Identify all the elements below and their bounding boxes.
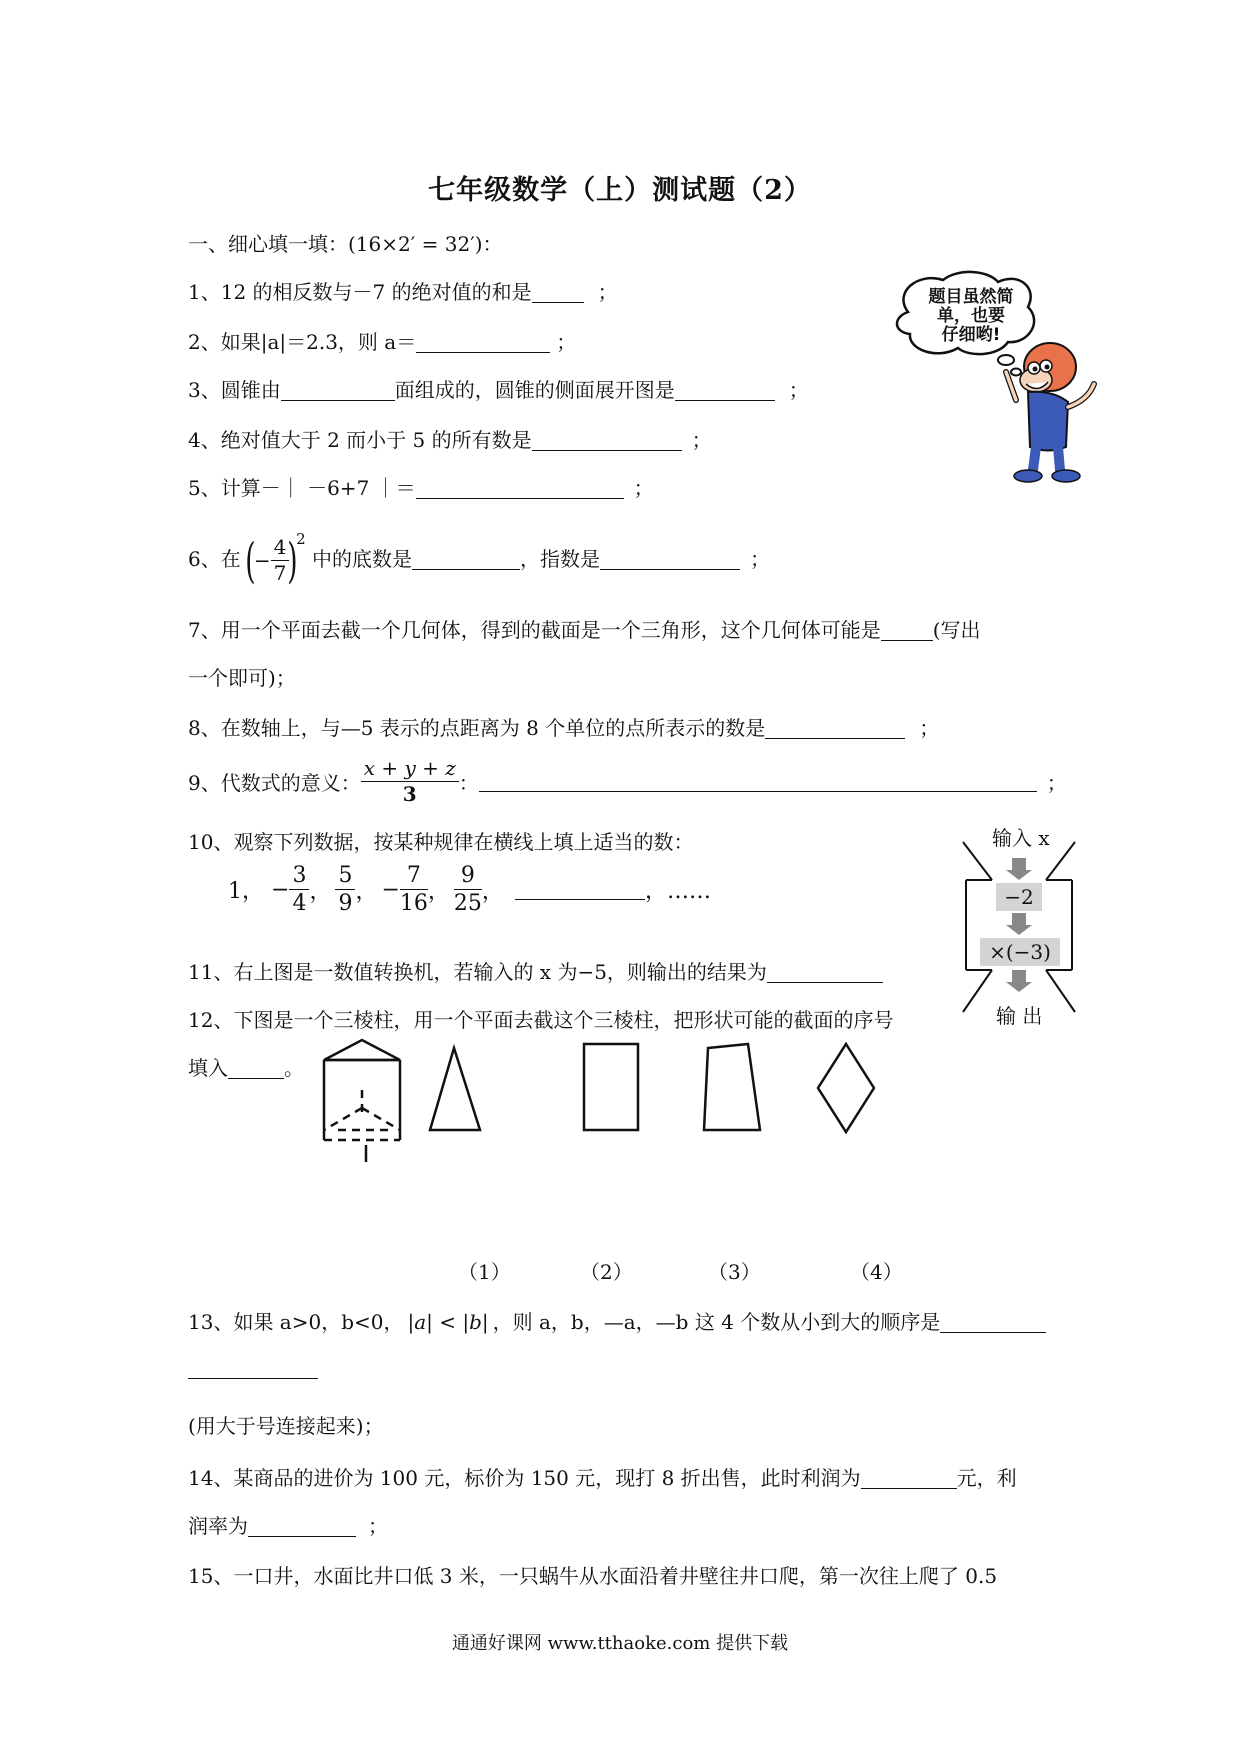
page-footer: 通通好课网 www.tthaoke.com 提供下载 — [451, 1633, 789, 1654]
fraction: $\frac{9}{25}$ — [453, 863, 482, 917]
question-14-continued: 润率为 ； — [188, 1514, 388, 1538]
answer-blank — [940, 1312, 1046, 1333]
figure-label-1: （1） — [458, 1260, 511, 1284]
answer-blank — [600, 549, 740, 570]
figure-label-4: （4） — [850, 1260, 903, 1284]
rhombus-section — [818, 1044, 874, 1132]
question-5: 5、计算－｜ －6+7 ｜＝ ； — [188, 476, 654, 500]
sequence: 1， − $\frac{3}{4}$ ， $\frac{5}{9}$ ， − $\frac{7}{16}$ ， $\frac{9}{25}$ ， ，…… — [228, 863, 711, 917]
question-13-note: (用大于号连接起来)； — [188, 1414, 384, 1438]
question-3: 3、圆锥由 面组成的，圆锥的侧面展开图是 ； — [188, 378, 809, 402]
speech-bubble: 题目虽然简 单，也要 仔细哟! — [928, 287, 1014, 345]
question-12: 12、下图是一个三棱柱，用一个平面去截这个三棱柱，把形状可能的截面的序号 — [188, 1008, 894, 1032]
question-8: 8、在数轴上，与—5 表示的点距离为 8 个单位的点所表示的数是 ； — [188, 716, 940, 740]
sequence-term: − $\frac{7}{16}$ ， — [381, 863, 450, 917]
answer-blank — [479, 771, 1037, 792]
question-12-continued: 填入 。 — [188, 1056, 304, 1080]
answer-blank — [416, 478, 624, 499]
triangle-section — [430, 1048, 480, 1130]
prism-and-sections-figures — [320, 1030, 880, 1170]
figure-label-3: （3） — [708, 1260, 761, 1284]
question-2: 2、如果|a|＝2.3，则 a＝ ； — [188, 330, 577, 354]
rectangle-section — [584, 1044, 638, 1130]
fraction: $\frac{7}{16}$ — [399, 863, 428, 917]
answer-blank — [767, 962, 883, 983]
fraction: $\frac{x + y + z}{3}$ — [361, 758, 459, 805]
question-13: 13、如果 a>0，b<0， |a| < |b| ，则 a，b，—a，—b 这 4 个数从小到大的顺序是 — [188, 1306, 1046, 1335]
answer-blank — [412, 549, 520, 570]
sequence-term: − $\frac{3}{4}$ ， — [271, 863, 332, 917]
trapezoid-section — [704, 1044, 760, 1130]
question-6: 6、在 (− $\frac{4}{7}$ )$^2$ 中的底数是 ，指数是 ； — [188, 530, 770, 589]
question-7: 7、用一个平面去截一个几何体，得到的截面是一个三角形，这个几何体可能是 (写出 — [188, 618, 981, 642]
machine-output-label: 输 出 — [996, 1004, 1043, 1028]
section-heading: 一、细心填一填：(16×2′ = 32′)： — [188, 232, 503, 256]
answer-blank — [515, 879, 645, 900]
fraction: $\frac{5}{9}$ — [335, 864, 355, 915]
answer-blank — [861, 1468, 957, 1489]
fraction: $\frac{3}{4}$ — [289, 864, 309, 915]
answer-blank-line — [188, 1378, 318, 1379]
question-7-continued: 一个即可)； — [188, 666, 296, 690]
answer-blank — [228, 1058, 284, 1079]
answer-blank — [675, 380, 775, 401]
question-1: 1、12 的相反数与－7 的绝对值的和是 ； — [188, 280, 618, 304]
answer-blank — [416, 332, 550, 353]
figure-label-2: （2） — [580, 1260, 633, 1284]
sequence-term: $\frac{5}{9}$ ， — [335, 877, 377, 902]
question-11: 11、右上图是一数值转换机，若输入的 x 为−5，则输出的结果为 — [188, 956, 883, 985]
question-4: 4、绝对值大于 2 而小于 5 的所有数是 ； — [188, 428, 712, 452]
machine-input-label: 输入 x — [992, 826, 1050, 850]
answer-blank — [532, 282, 584, 303]
question-10: 10、观察下列数据，按某种规律在横线上填上适当的数： — [188, 830, 694, 854]
number-converter-diagram — [960, 820, 1090, 1030]
machine-op-subtract: −2 — [1004, 885, 1034, 909]
answer-blank — [765, 718, 905, 739]
question-15: 15、一口井，水面比井口低 3 米，一只蜗牛从水面沿着井壁往井口爬，第一次往上爬了 0.5 — [188, 1564, 998, 1588]
triangular-prism — [324, 1040, 400, 1162]
machine-op-multiply: ×(−3) — [989, 940, 1051, 964]
question-14: 14、某商品的进价为 100 元，标价为 150 元，现打 8 折出售，此时利润为 元，利 — [188, 1466, 1017, 1490]
question-9: 9、代数式的意义： $\frac{x + y + z}{3}$ ： ； — [188, 756, 1067, 806]
sequence-terms — [271, 863, 508, 917]
page-title: 七年级数学（上）测试题（2） — [428, 175, 812, 206]
answer-blank — [881, 620, 933, 641]
answer-blank — [532, 430, 682, 451]
sequence-term: $\frac{9}{25}$ ， — [453, 863, 504, 917]
answer-blank — [281, 380, 395, 401]
fraction: $\frac{4}{7}$ — [271, 537, 290, 584]
answer-blank — [248, 1516, 356, 1537]
